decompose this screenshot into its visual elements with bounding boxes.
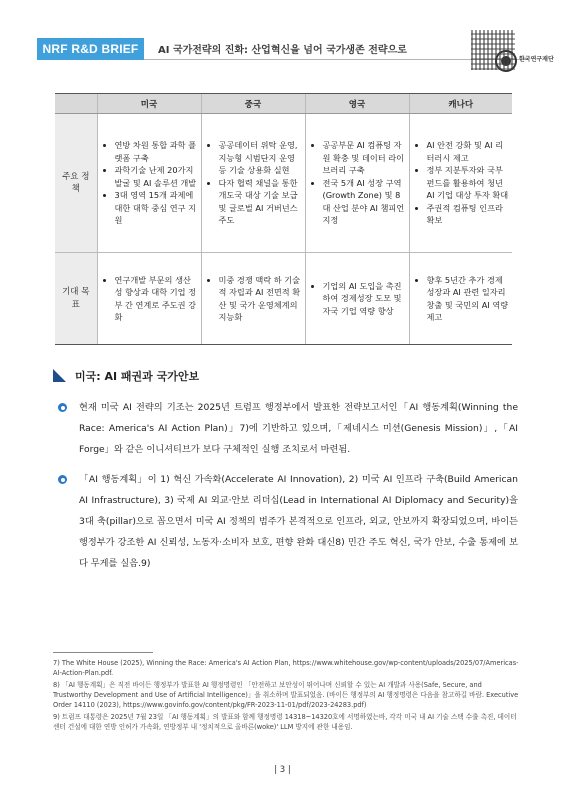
list-item: • 공공데이터 위탁 운영, 지능형 시범단지 운영 등 기술 상용화 실현	[219, 139, 302, 177]
table-cell	[97, 114, 201, 253]
header-cell-canada: 캐나다	[409, 94, 512, 114]
section-title: 미국: AI 패권과 국가안보	[75, 370, 200, 383]
header-divider	[144, 59, 527, 60]
paragraph-text: 현재 미국 AI 전략의 기조는 2025년 트럼프 행정부에서 발표한 전략보고서인「AI 행동계획(Winning the Race: America's AI Action Plan)」7)에 기반하고 있으며,「제네시스 미션(Genesis Mission)」,「AI Forge」와 같은 이니셔티브가 보다 구체적인 실행 조치로서 마련됨.	[79, 402, 518, 455]
list-item: • 공공부문 AI 컴퓨팅 자원 확충 및 데이터 라이브러리 구축	[323, 139, 406, 177]
list-item: • 다자 협력 채널을 통한 개도국 대상 기술 보급 및 글로벌 AI 거버넌스 주도	[219, 177, 302, 227]
list-item: • 연구개발 부문의 생산성 향상과 대학 기업 정부 간 연계로 주도권 강화	[115, 274, 198, 324]
comparison-table	[55, 93, 512, 345]
footnote: 9) 트럼프 대통령은 2025년 7월 23일 「AI 행동계획」의 발표와 함께 행정명령 14318~14320호에 서명하였는바, 각각 미국 내 AI 기술 스택 수출 촉진, 데이터센터 건설에 대한 연방 인허가 가속화, 연방정부 내 '정치적으로 올바른(woke)' LLM 방지에 관한 내용임.	[53, 713, 517, 731]
table-cell	[97, 253, 201, 345]
table-cell	[305, 114, 409, 253]
list-item: • 기업의 AI 도입을 촉진하여 경제성장 도모 및 자국 기업 역량 향상	[323, 280, 406, 318]
section-marker-icon	[53, 369, 66, 382]
list-item: • 3대 영역 15개 과제에 대한 대학 중심 연구 지원	[115, 189, 198, 227]
bullet-icon	[58, 475, 67, 484]
footnotes	[53, 658, 521, 734]
list-item: • AI 안전 강화 및 AI 리터러시 제고	[427, 139, 510, 164]
table-cell	[409, 253, 512, 345]
footnote: 8) 「AI 행동계획」은 직전 바이든 행정부가 발표한 AI 행정명령인 「안전하고 보안성이 뛰어나며 신뢰할 수 있는 AI 개발과 사용(Safe, Secure, and Trustworthy Development and Use of Artificial Intelligence)」을 취소하며 발표되었음. (바이든 행정부의 AI 행정명령은 다음을 참고하길 바람. Executive Order 14110 (2023), https://www.govinfo.gov/content/pkg/FR-2023-11-01/pdf/2023-24283.pdf)	[53, 681, 519, 709]
header-cell-usa: 미국	[97, 94, 201, 114]
header-title: AI 국가전략의 진화: 산업혁신을 넘어 국가생존 전략으로	[158, 45, 407, 56]
org-name: 한국연구재단	[519, 56, 554, 63]
row-label: 기대 목표	[55, 253, 97, 345]
header-cell-china: 중국	[201, 94, 305, 114]
paragraph-text: 「AI 행동계획」이 1) 혁신 가속화(Accelerate AI Innovation), 2) 미국 AI 인프라 구축(Build American AI Infrastructure), 3) 국제 AI 외교·안보 리더십(Lead in International AI Diplomacy and Security)을 3대 축(pillar)으로 꼽으면서 미국 AI 정책의 범주가 본격적으로 인프라, 외교, 안보까지 확장되었으며, 바이든 행정부가 강조한 AI 신뢰성, 노동자·소비자 보호, 편향 완화 대신8) 민간 주도 혁신, 국가 안보, 수출 통제에 보다 무게를 실음.9)	[79, 474, 518, 569]
table-cell	[305, 253, 409, 345]
table-header-row	[55, 94, 512, 114]
list-item: • 전국 5개 AI 성장 구역(Growth Zone) 및 8대 산업 분야 AI 챔피언 지정	[323, 177, 406, 227]
table-row-policy	[55, 114, 512, 253]
list-item: • 정부 지분투자와 국부펀드를 활용하여 청년 AI 기업 대상 투자 확대	[427, 164, 510, 202]
header-cell-uk: 영국	[305, 94, 409, 114]
table-cell	[409, 114, 512, 253]
table-cell	[201, 114, 305, 253]
page-header	[37, 38, 554, 63]
paragraph-1	[58, 397, 518, 460]
table-cell	[201, 253, 305, 345]
list-item: • 과학기술 난제 20가지 발굴 및 AI 솔루션 개발	[115, 164, 198, 189]
qr-code-icon	[471, 30, 515, 70]
list-item: • 향후 5년간 추가 경제성장과 AI 관련 일자리 창출 및 국민의 AI 역량 제고	[427, 274, 510, 324]
page-number: | 3 |	[274, 765, 291, 775]
footnote: 7) The White House (2025), Winning the Race: America's AI Action Plan, https://www.whitehouse.gov/wp-content/uploads/2025/07/Americas-AI-Action-Plan.pdf.	[53, 659, 519, 677]
bullet-icon	[58, 403, 67, 412]
list-item: • 주권적 컴퓨팅 인프라 확보	[427, 202, 510, 227]
list-item: • 연방 차원 통합 과학 플랫폼 구축	[115, 139, 198, 164]
table-row-goals	[55, 253, 512, 345]
list-item: • 미중 경쟁 맥락 하 기술적 자립과 AI 전면적 확산 및 국가 운영체계의 지능화	[219, 274, 302, 324]
row-label: 주요 정책	[55, 114, 97, 253]
brief-badge: NRF R&D BRIEF	[37, 38, 144, 60]
footnote-divider	[53, 652, 153, 653]
header-cell	[55, 94, 97, 114]
paragraph-2	[58, 469, 518, 574]
